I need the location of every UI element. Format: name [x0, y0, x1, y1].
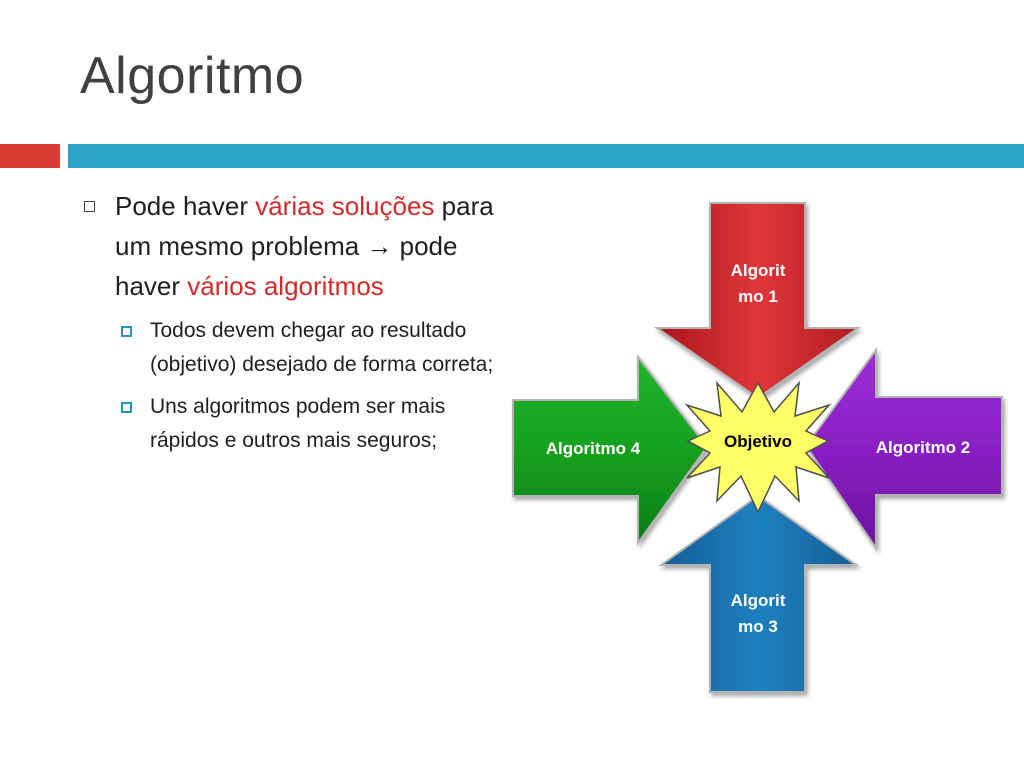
- hollow-square-bullet-icon: [84, 201, 95, 212]
- sub-bullet-list: [80, 314, 500, 458]
- square-bullet-icon: [121, 326, 132, 337]
- slide-title: Algoritmo: [80, 47, 305, 105]
- arrow-1-label-line1: Algorit: [730, 261, 786, 280]
- accent-bar-red: [0, 144, 60, 168]
- objective-label: Objetivo: [723, 432, 793, 451]
- objective-star: [687, 383, 829, 512]
- arrow-2-label: Algoritmo 2: [875, 438, 971, 457]
- arrow-algoritmo-1: [657, 203, 858, 398]
- arrow-algoritmo-2: [806, 350, 1002, 548]
- bullet-main-text-1: Pode haver: [115, 191, 256, 221]
- sub-bullet-item: [115, 390, 500, 458]
- square-bullet-icon: [121, 402, 132, 413]
- bullet-main-highlight-2: vários algoritmos: [187, 271, 384, 301]
- bullet-main-text-2: para um mesmo problema → pode haver: [115, 191, 494, 301]
- bullet-main: [80, 186, 500, 306]
- arrow-3-label-line2: mo 3: [738, 617, 778, 636]
- convergence-diagram: [505, 195, 1010, 700]
- accent-bar-blue: [68, 144, 1024, 168]
- sub-bullet-item: [115, 314, 500, 382]
- bullet-list: [80, 186, 500, 466]
- arrow-algoritmo-4: [513, 357, 707, 543]
- bullet-main-highlight-1: várias soluções: [255, 191, 435, 221]
- arrow-algoritmo-3: [661, 496, 856, 692]
- arrow-4-label: Algoritmo 4: [545, 439, 641, 458]
- sub-bullet-text: Uns algoritmos podem ser mais rápidos e outros mais seguros;: [150, 395, 446, 452]
- arrow-1-label-line2: mo 1: [738, 287, 778, 306]
- arrow-3-label-line1: Algorit: [730, 591, 786, 610]
- sub-bullet-text: Todos devem chegar ao resultado (objetivo) desejado de forma correta;: [150, 319, 494, 376]
